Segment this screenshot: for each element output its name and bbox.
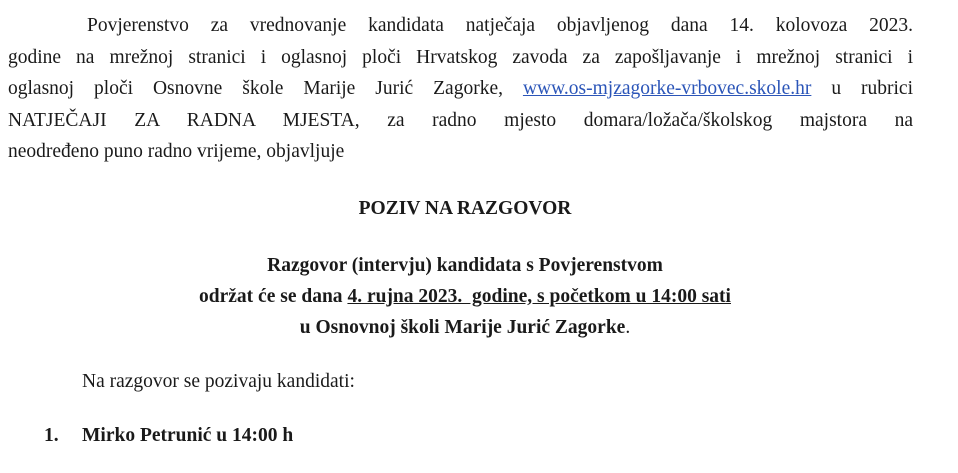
intro-line-3-start: oglasnoj ploči Osnovne škole Marije Jurić Zagorke, — [8, 78, 503, 99]
details-period: . — [625, 317, 631, 338]
details-location: u Osnovnoj školi Marije Jurić Zagorke — [299, 317, 626, 338]
candidate-number: 1. — [44, 425, 59, 446]
details-line-2 — [0, 281, 930, 313]
candidate-list — [44, 425, 293, 447]
document-title: POZIV NA RAZGOVOR — [358, 198, 572, 219]
intro-line-5: neodređeno puno radno vrijeme, objavljuje — [8, 141, 345, 162]
details-line-1: Razgovor (intervju) kandidata s Povjerenstvom — [267, 255, 663, 276]
interview-date-time: 4. rujna 2023. godine, s početkom u 14:00 sati — [347, 286, 731, 307]
intro-line-4: NATJEČAJI ZA RADNA MJESTA, za radno mjesto domara/ložača/školskog majstora na — [8, 109, 913, 131]
list-item — [44, 425, 293, 447]
candidate-entry: Mirko Petrunić u 14:00 h — [82, 425, 294, 446]
details-date-prefix: održat će se dana — [199, 286, 343, 307]
intro-line-1: Povjerenstvo za vrednovanje kandidata natječaja objavljenog dana 14. kolovoza 2023. — [87, 15, 913, 36]
intro-line-3 — [8, 73, 913, 105]
intro-paragraph — [8, 10, 913, 168]
invitation-text: Na razgovor se pozivaju kandidati: — [82, 371, 355, 392]
intro-line-2: godine na mrežnoj stranici i oglasnoj ploči Hrvatskog zavoda za zapošljavanje i mrežnoj stranici i — [8, 46, 913, 68]
details-line-3 — [0, 312, 930, 344]
intro-line-3-end: u rubrici — [831, 78, 914, 99]
school-website-link[interactable]: www.os-mjzagorke-vrbovec.skole.hr — [522, 78, 812, 99]
